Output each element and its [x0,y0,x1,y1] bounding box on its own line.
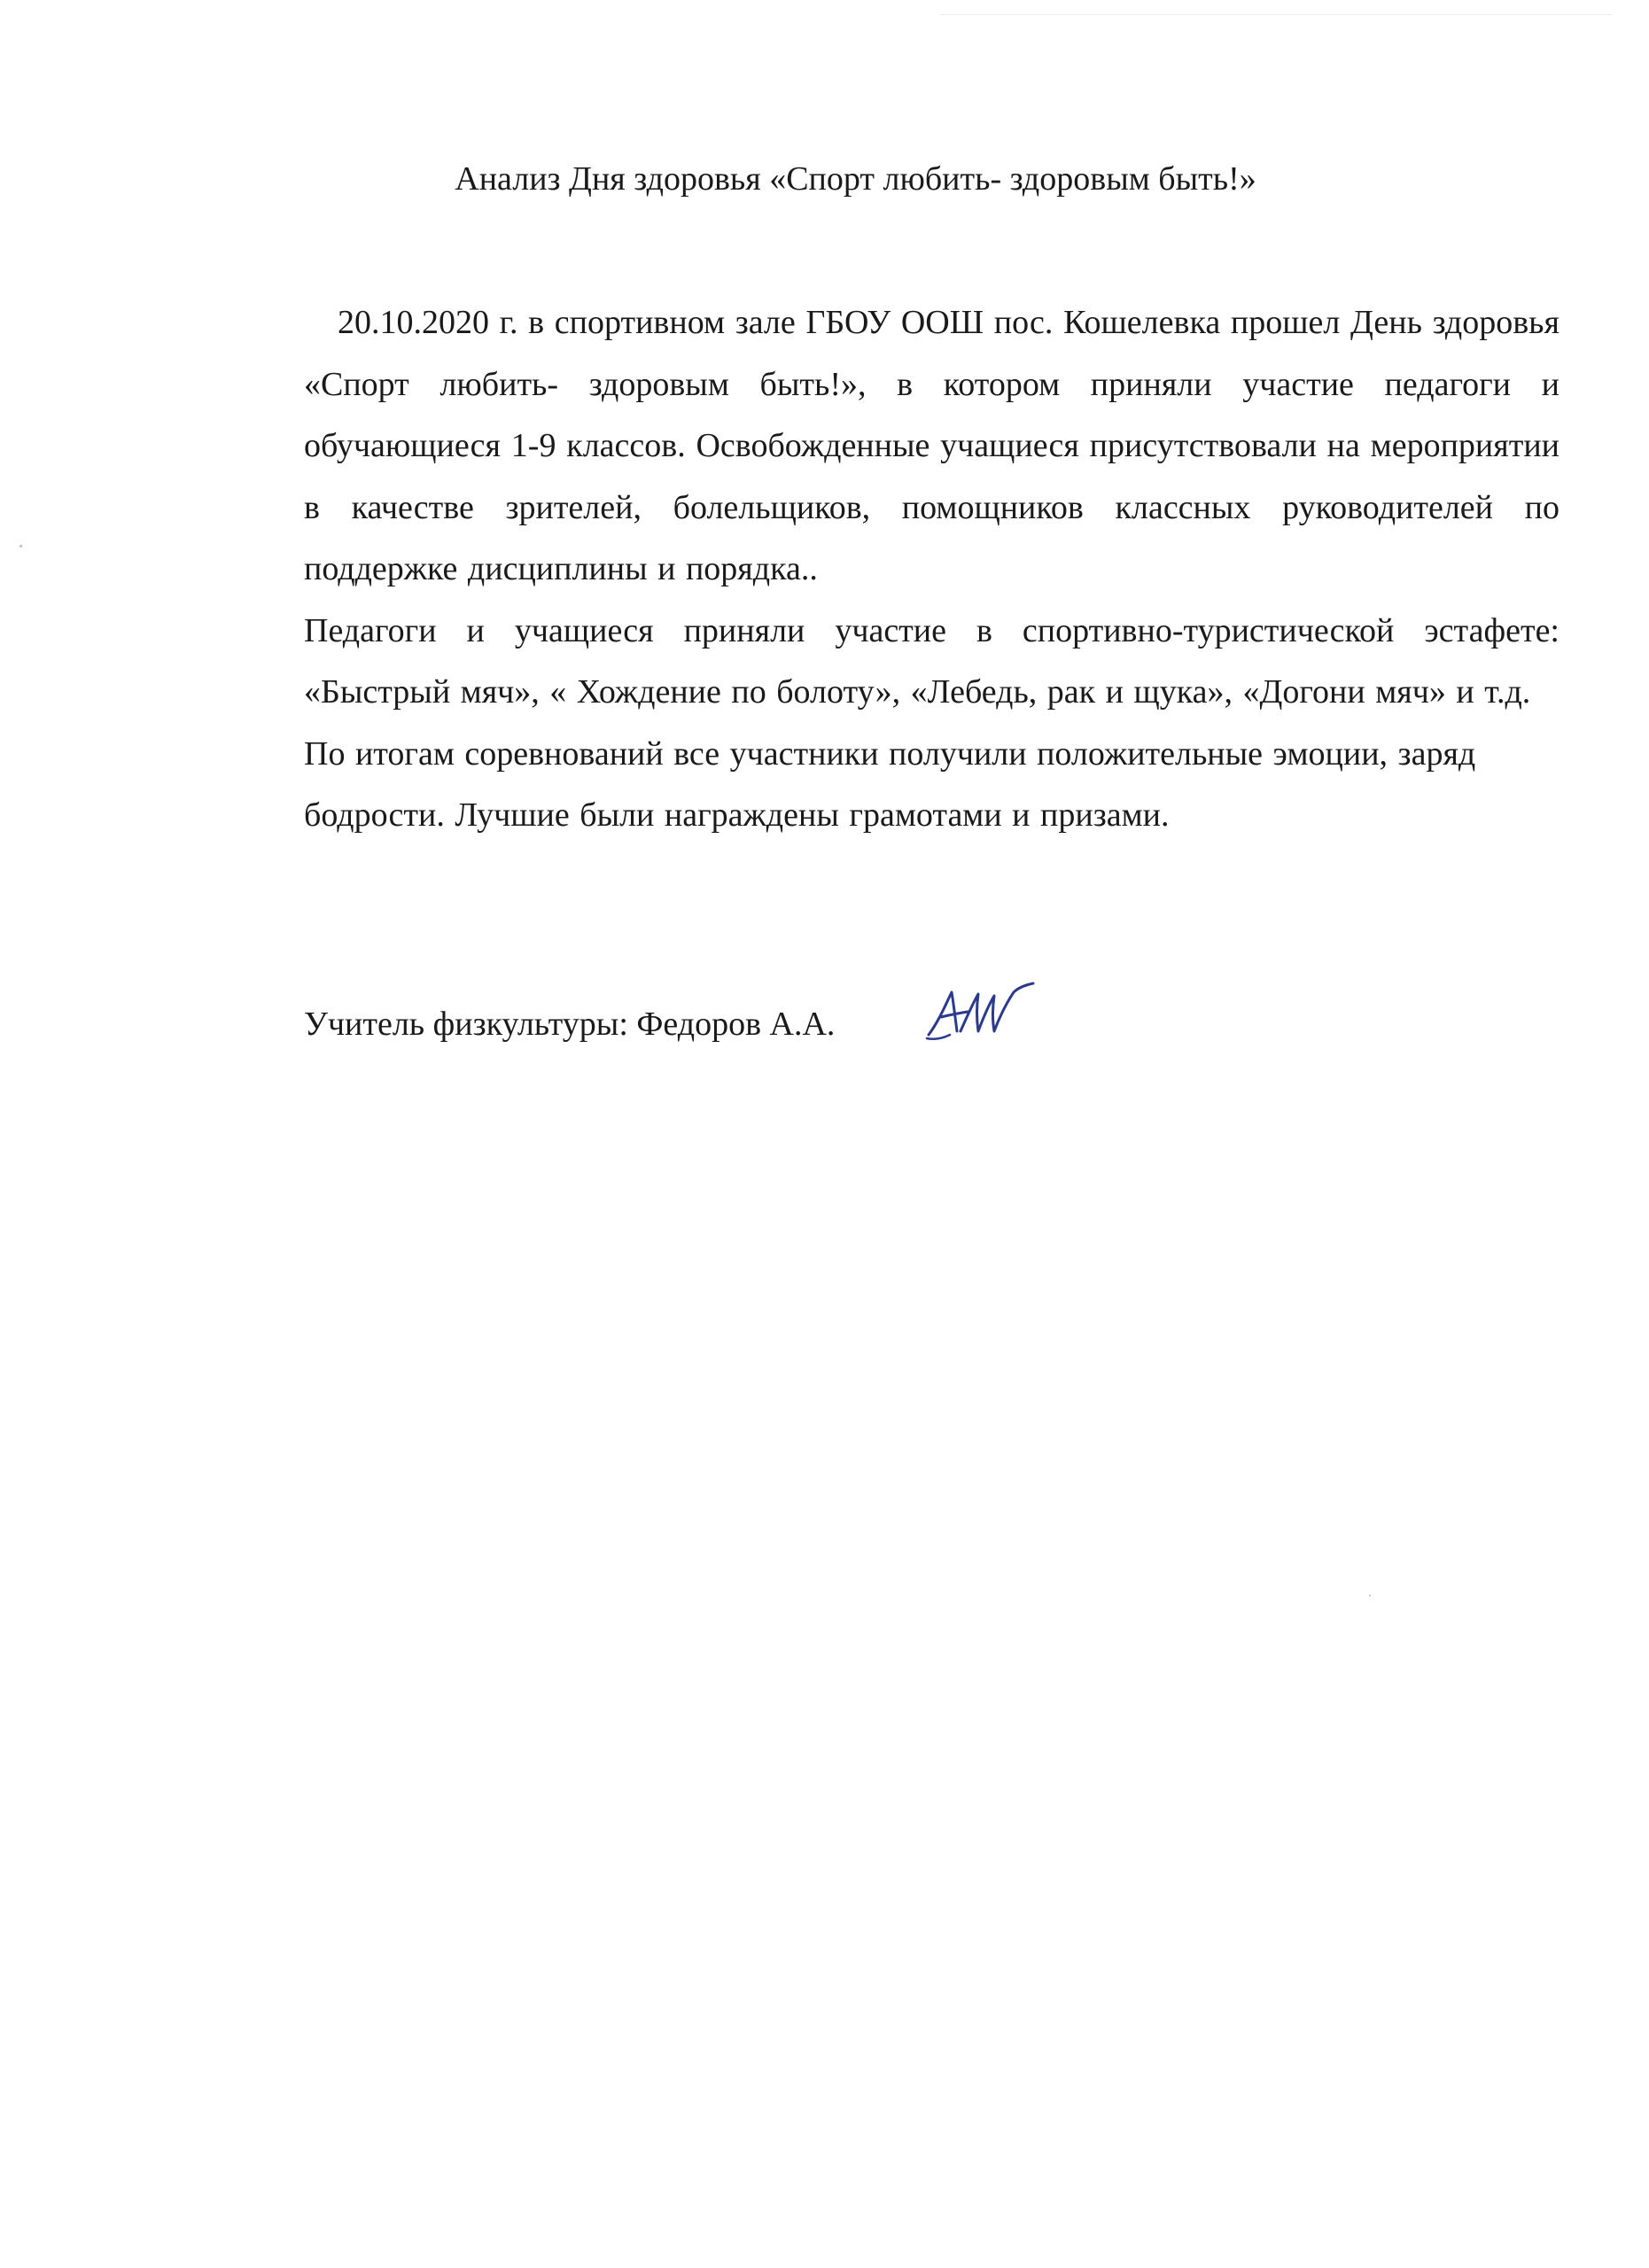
handwritten-signature [922,976,1037,1047]
scan-speck [1369,1595,1371,1596]
paragraph-event-summary: 20.10.2020 г. в спортивном зале ГБОУ ООШ пос. Кошелевка прошел День здоровья «Спорт любить- здоровым быть!», в котором приняли участие педагоги и обучающиеся 1-9 классов. Освобожденные учащиеся присутствовали на мероприятии в качестве зрителей, болельщиков, помощников классных руководителей по поддержке дисциплины и порядка.. [304,304,1560,587]
paragraph-results: По итогам соревнований все участники получили положительные эмоции, заряд бодрости. Лучшие были награждены грамотами и призами. [304,734,1476,834]
signature-caption: Учитель физкультуры: Федоров А.А. [304,1006,836,1043]
scan-speck [19,545,22,548]
scan-edge-line [939,14,1613,15]
document-body [304,292,1560,847]
paragraph-relay-events: Педагоги и учащиеся приняли участие в спортивно-туристической эстафете: «Быстрый мяч», « Хождение по болоту», «Лебедь, рак и щука», «Догони мяч» и т.д. [304,611,1560,711]
document-title: Анализ Дня здоровья «Спорт любить- здоровым быть!» [455,160,1256,198]
